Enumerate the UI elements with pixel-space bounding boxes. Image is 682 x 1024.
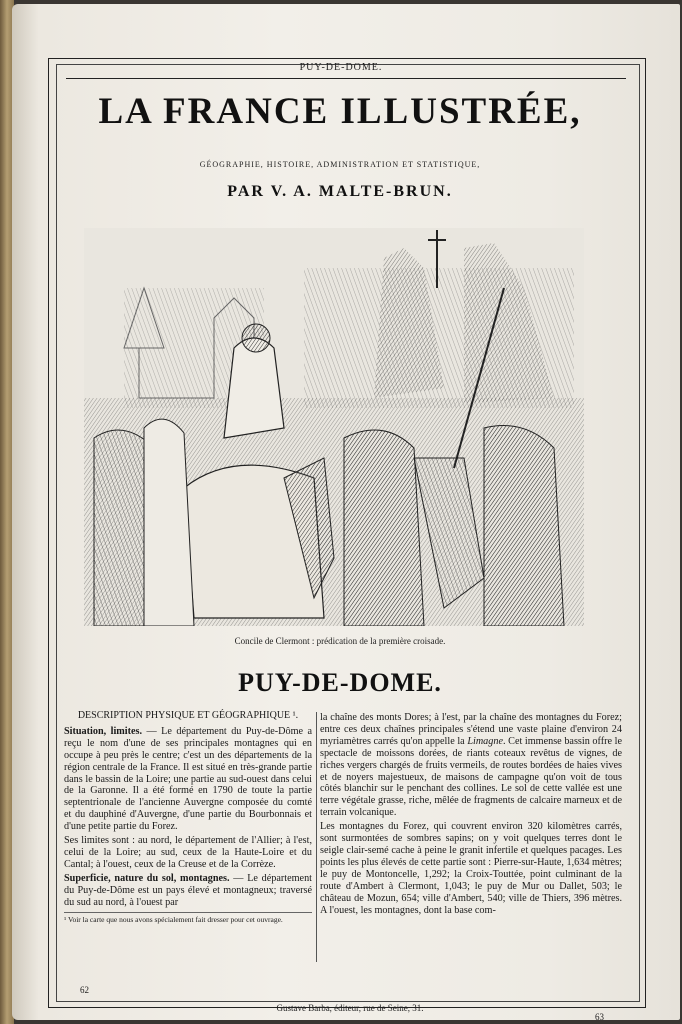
- left-text-column: [64, 710, 312, 926]
- publisher-imprint: Gustave Barba, éditeur, rue de Seine, 31.: [276, 1003, 424, 1013]
- situation-heading: Situation, limites.: [64, 725, 143, 737]
- illustration-caption: Concile de Clermont : prédication de la première croisade.: [234, 636, 446, 646]
- paragraph-limites: Ses limites sont : au nord, le département de l'Allier; à l'est, celui de la Loire; au sud, ceux de la Haute-Loire et du Cantal; à l'ouest, ceux de la Creuse et de la Corrèze.: [64, 835, 312, 870]
- page-title: LA FRANCE ILLUSTRÉE,: [98, 91, 582, 132]
- page-number-right: 63: [595, 1012, 604, 1022]
- footnote: ¹ Voir la carte que nous avons spécialement fait dresser pour cet ouvrage.: [64, 914, 283, 924]
- paragraph-situation: [64, 726, 312, 833]
- author-line: PAR V. A. MALTE-BRUN.: [227, 183, 453, 200]
- column-divider: [316, 712, 317, 962]
- situation-text: — Le département du Puy-de-Dôme a reçu le nom d'une de ses principales montagnes qui en occupe à peu près le centre; c'est un des départements de la région centrale de la France. Il est situé en très-grande partie dans le bassin de la Loire; une partie au sud-ouest dans celui de la Garonne. Il a été formé en 1790 de toute la partie septentrionale de l'ancienne Auvergne composée du comté et du dauphiné d'Auvergne, d'une partie du Bourbonnais et d'une petite partie du Forez.: [64, 725, 313, 833]
- right-text-column: [320, 712, 622, 918]
- paragraph-superficie: [64, 873, 312, 909]
- running-head: PUY-DE-DOME.: [299, 62, 383, 73]
- page-number: 62: [80, 985, 89, 995]
- page-subtitle: GÉOGRAPHIE, HISTOIRE, ADMINISTRATION ET STATISTIQUE,: [199, 160, 481, 169]
- limagne-text-after: . Cet immense bassin offre le spectacle de moissons dorées, de riants coteaux revêtus de vignes, de riches vergers chargés de fruits vermeils, de routes bordées de haies vives et de noyers majestueux, de maisons de campagne qu'on voit de tous côtés blanchir sur le penchant des collines. Le sol de cette vallée est une terre végétale grasse, riche, mêlée de fragments de calcaire marneux et de terrain volcanique.: [320, 735, 622, 819]
- department-heading: PUY-DE-DOME.: [238, 668, 442, 697]
- superficie-heading: Superficie, nature du sol, montagnes.: [64, 872, 230, 884]
- superficie-text: — Le département du Puy-de-Dôme est un pays élevé et montagneux; traversé du sud au nord, à l'ouest par: [64, 872, 313, 908]
- section-heading: DESCRIPTION PHYSIQUE ET GÉOGRAPHIQUE ¹.: [77, 710, 299, 721]
- engraving-illustration: [84, 228, 584, 626]
- limagne-text-before: la chaîne des monts Dores; à l'est, par la chaîne des montagnes du Forez; entre ces deux chaînes principales s'étend une vaste plaine d'environ 24 myriamètres carrés qu'on appelle la: [320, 712, 622, 747]
- footnote-rule: [64, 912, 312, 913]
- paragraph-forez: Les montagnes du Forez, qui couvrent environ 320 kilomètres carrés, sont surmontées de sombres sapins; on y voit quelques terres dont le seigle clair-semé cache à peine le granit infertile et quelques pacages. Les points les plus élevés de cette partie sont : Pierre-sur-Haute, 1,634 mètres; le puy de Montoncelle, 1,292; la Croix-Touttée, point culminant de la route d'Ambert à Clermont, 1,043; le puy de Mur ou Dallet, 503; le château de Mozun, 654; ville d'Ambert, 540; ville de Thiers, 396 mètres. A l'ouest, les montagnes, dont la base com-: [320, 821, 622, 916]
- header-rule: [66, 78, 626, 79]
- paragraph-limagne: [320, 712, 622, 819]
- limagne-name: Limagne: [467, 735, 503, 747]
